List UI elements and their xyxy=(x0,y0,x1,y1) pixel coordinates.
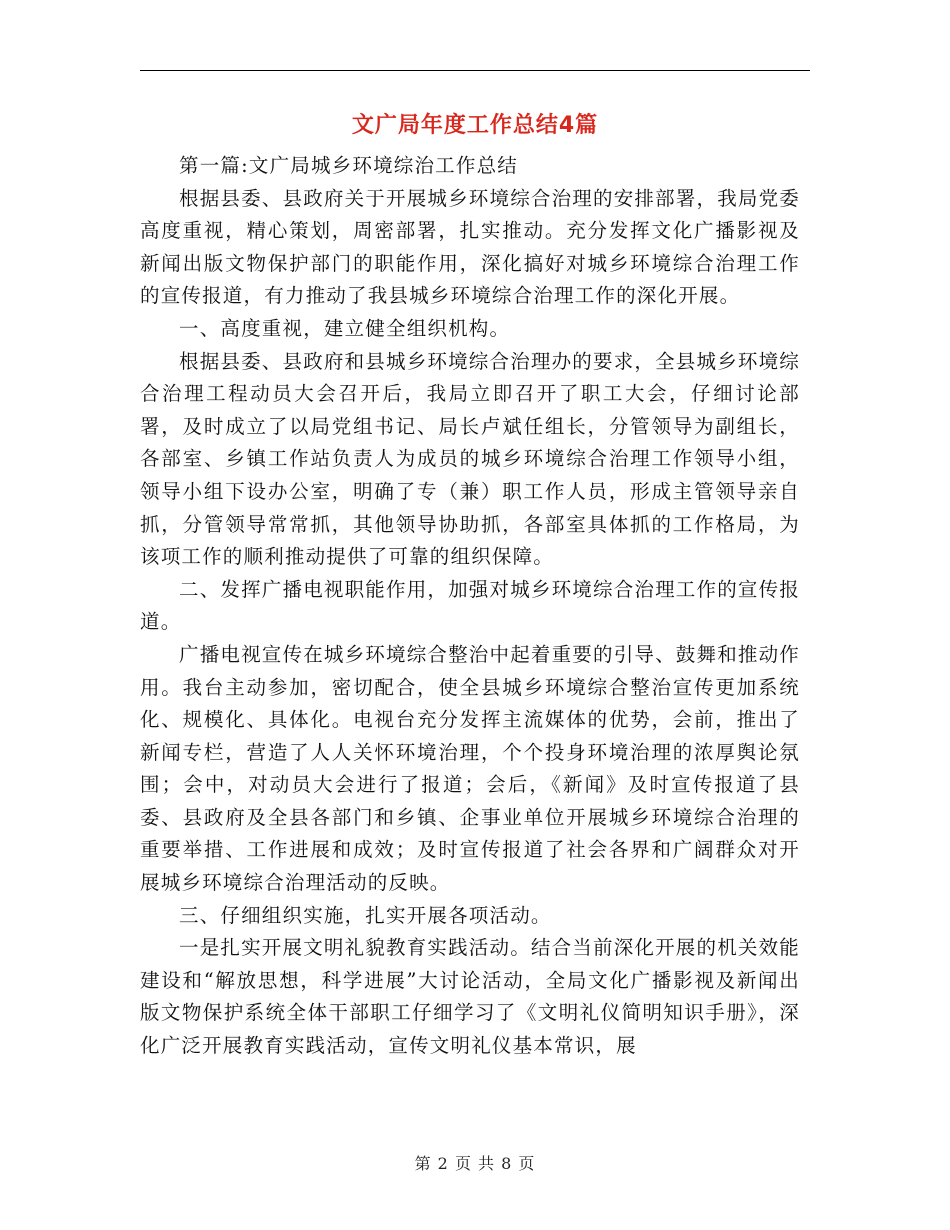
header-rule xyxy=(140,70,810,71)
body-paragraph: 广播电视宣传在城乡环境综合整治中起着重要的引导、鼓舞和推动作用。我台主动参加，密切配合，使全县城乡环境综合整治宣传更加系统化、规模化、具体化。电视台充分发挥主流媒体的优势，会前，推出了新闻专栏，营造了人人关怀环境治理，个个投身环境治理的浓厚舆论氛围；会中，对动员大会进行了报道；会后，《新闻》及时宣传报道了县委、县政府及全县各部门和乡镇、企事业单位开展城乡环境综合治理的重要举措、工作进展和成效；及时宣传报道了社会各界和广阔群众对开展城乡环境综合治理活动的反映。 xyxy=(140,642,801,895)
page-number: 第 2 页 共 8 页 xyxy=(414,1154,536,1173)
section-heading: 第一篇:文广局城乡环境综治工作总结 xyxy=(179,154,518,177)
document-body xyxy=(140,150,800,1063)
document-title: 文广局年度工作总结4篇 xyxy=(351,113,599,138)
body-paragraph: 根据县委、县政府关于开展城乡环境综合治理的安排部署，我局党委高度重视，精心策划，周密部署，扎实推动。充分发挥文化广播影视及新闻出版文物保护部门的职能作用，深化搞好对城乡环境综合治理工作的宣传报道，有力推动了我县城乡环境综合治理工作的深化开展。 xyxy=(140,186,801,308)
body-paragraph: 一是扎实开展文明礼貌教育实践活动。结合当前深化开展的机关效能建设和“解放思想，科学进展”大讨论活动，全局文化广播影视及新闻出版文物保护系统全体干部职工仔细学习了《文明礼仪简明知识手册》，深化广泛开展教育实践活动，宣传文明礼仪基本常识，展 xyxy=(140,936,801,1058)
section-heading: 一、高度重视，建立健全组织机构。 xyxy=(179,316,511,340)
section-heading: 二、发挥广播电视职能作用，加强对城乡环境综合治理工作的宣传报道。 xyxy=(140,577,801,634)
body-paragraph: 根据县委、县政府和县城乡环境综合治理办的要求，全县城乡环境综合治理工程动员大会召开后，我局立即召开了职工大会，仔细讨论部署，及时成立了以局党组书记、局长卢斌任组长，分管领导为副组长，各部室、乡镇工作站负责人为成员的城乡环境综合治理工作领导小组，领导小组下设办公室，明确了专（兼）职工作人员，形成主管领导亲自抓，分管领导常常抓，其他领导协助抓，各部室具体抓的工作格局，为该项工作的顺利推动提供了可靠的组织保障。 xyxy=(140,349,801,569)
section-heading: 三、仔细组织实施，扎实开展各项活动。 xyxy=(179,903,552,927)
